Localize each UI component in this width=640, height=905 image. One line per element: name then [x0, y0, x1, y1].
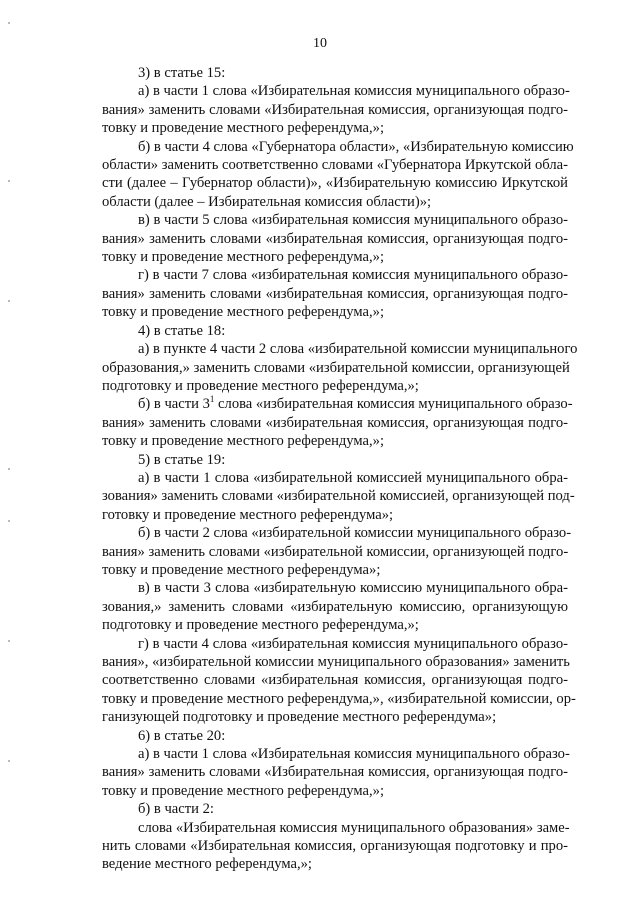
- paragraph-line: зования,» заменить словами «избирательную комиссию, организующую: [102, 598, 568, 615]
- page-number: 10: [313, 36, 327, 51]
- paragraph-line: вания» заменить словами «Избирательная комиссия, организующая подго-: [102, 764, 568, 781]
- line-prefix: б) в части 3: [138, 396, 210, 413]
- paragraph-line: соответственно словами «избирательная комиссия, организующая подго-: [102, 672, 568, 689]
- paragraph-line: подготовку и проведение местного референдума,»;: [102, 377, 419, 394]
- paragraph-line: а) в части 1 слова «Избирательная комиссия муниципального образо-: [138, 746, 570, 763]
- paragraph-line: товку и проведение местного референдума»;: [102, 561, 381, 578]
- paragraph-line: вания», «избирательной комиссии муниципального образования» заменить: [102, 654, 570, 670]
- paragraph-line: вания» заменить словами «избирательная комиссия, организующая подго-: [102, 285, 568, 302]
- paragraph-line: вания» заменить словами «избирательная комиссия, организующая подго-: [102, 230, 568, 247]
- paragraph-line: вания» заменить словами «Избирательная комиссия, организующая подго-: [102, 101, 568, 118]
- paragraph-line: товку и проведение местного референдума,»;: [102, 120, 385, 137]
- article-heading: 3) в статье 15:: [138, 65, 226, 81]
- paragraph-line: подготовку и проведение местного референдума,»;: [102, 617, 419, 634]
- superscript: 1: [209, 394, 215, 405]
- paragraph-line: г) в части 7 слова «избирательная комиссия муниципального образо-: [138, 267, 568, 284]
- paragraph-line: вания» заменить словами «избирательной комиссии, организующей подго-: [102, 543, 569, 560]
- article-heading: 4) в статье 18:: [138, 322, 226, 339]
- paragraph-line: а) в части 1 слова «Избирательная комиссия муниципального образо-: [138, 83, 570, 100]
- paragraph-line: товку и проведение местного референдума,»;: [102, 249, 385, 266]
- paragraph-line: товку и проведение местного референдума,», «избирательной комиссии, ор-: [102, 690, 576, 707]
- paragraph-line: а) в пункте 4 части 2 слова «избирательной комиссии муниципального: [138, 341, 578, 358]
- paragraph-line: готовку и проведение местного референдума»;: [102, 506, 394, 523]
- paragraph-line: области (далее – Избирательная комиссия области)»;: [102, 193, 432, 210]
- paragraph-line: ведение местного референдума,»;: [102, 856, 312, 873]
- paragraph-line: а) в части 1 слова «избирательной комиссией муниципального обра-: [138, 469, 568, 486]
- paragraph-line: вания» заменить словами «избирательная комиссия, организующая подго-: [102, 414, 568, 431]
- paragraph-line: товку и проведение местного референдума,»;: [102, 433, 385, 450]
- paragraph-line: в) в части 3 слова «избирательную комиссию муниципального обра-: [138, 580, 568, 597]
- article-heading: 6) в статье 20:: [138, 727, 226, 744]
- paragraph-line: в) в части 5 слова «избирательная комиссия муниципального образо-: [138, 212, 568, 229]
- article-heading: 5) в статье 19:: [138, 451, 226, 468]
- document-body: [102, 64, 578, 874]
- paragraph-line: нить словами «Избирательная комиссия, организующая подготовку и про-: [102, 838, 568, 855]
- paragraph-line: ганизующей подготовку и проведение местного референдума»;: [102, 709, 497, 726]
- paragraph-line: б) в части 2:: [138, 801, 214, 818]
- paragraph-line: области» заменить соответственно словами «Губернатора Иркутской обла-: [102, 157, 568, 174]
- line-rest: слова «избирательная комиссия муниципального образо-: [214, 396, 573, 413]
- paragraph-line: б) в части 2 слова «избирательной комиссии муниципального образо-: [138, 525, 572, 542]
- paragraph-line: слова «Избирательная комиссия муниципального образования» заме-: [138, 819, 570, 836]
- paragraph-line: [102, 394, 573, 413]
- paragraph-line: товку и проведение местного референдума,»;: [102, 304, 385, 321]
- paragraph-line: г) в части 4 слова «избирательная комиссия муниципального образо-: [138, 635, 568, 652]
- paragraph-line: образования,» заменить словами «избирательной комиссии, организующей: [102, 359, 570, 376]
- scan-margin-dots: [8, 0, 12, 905]
- paragraph-line: товку и проведение местного референдума,»;: [102, 782, 385, 799]
- paragraph-line: б) в части 4 слова «Губернатора области», «Избирательную комиссию: [138, 138, 574, 155]
- paragraph-line: сти (далее – Губернатор области)», «Избирательную комиссию Иркутской: [102, 175, 568, 192]
- paragraph-line: зования» заменить словами «избирательной комиссией, организующей под-: [102, 488, 575, 505]
